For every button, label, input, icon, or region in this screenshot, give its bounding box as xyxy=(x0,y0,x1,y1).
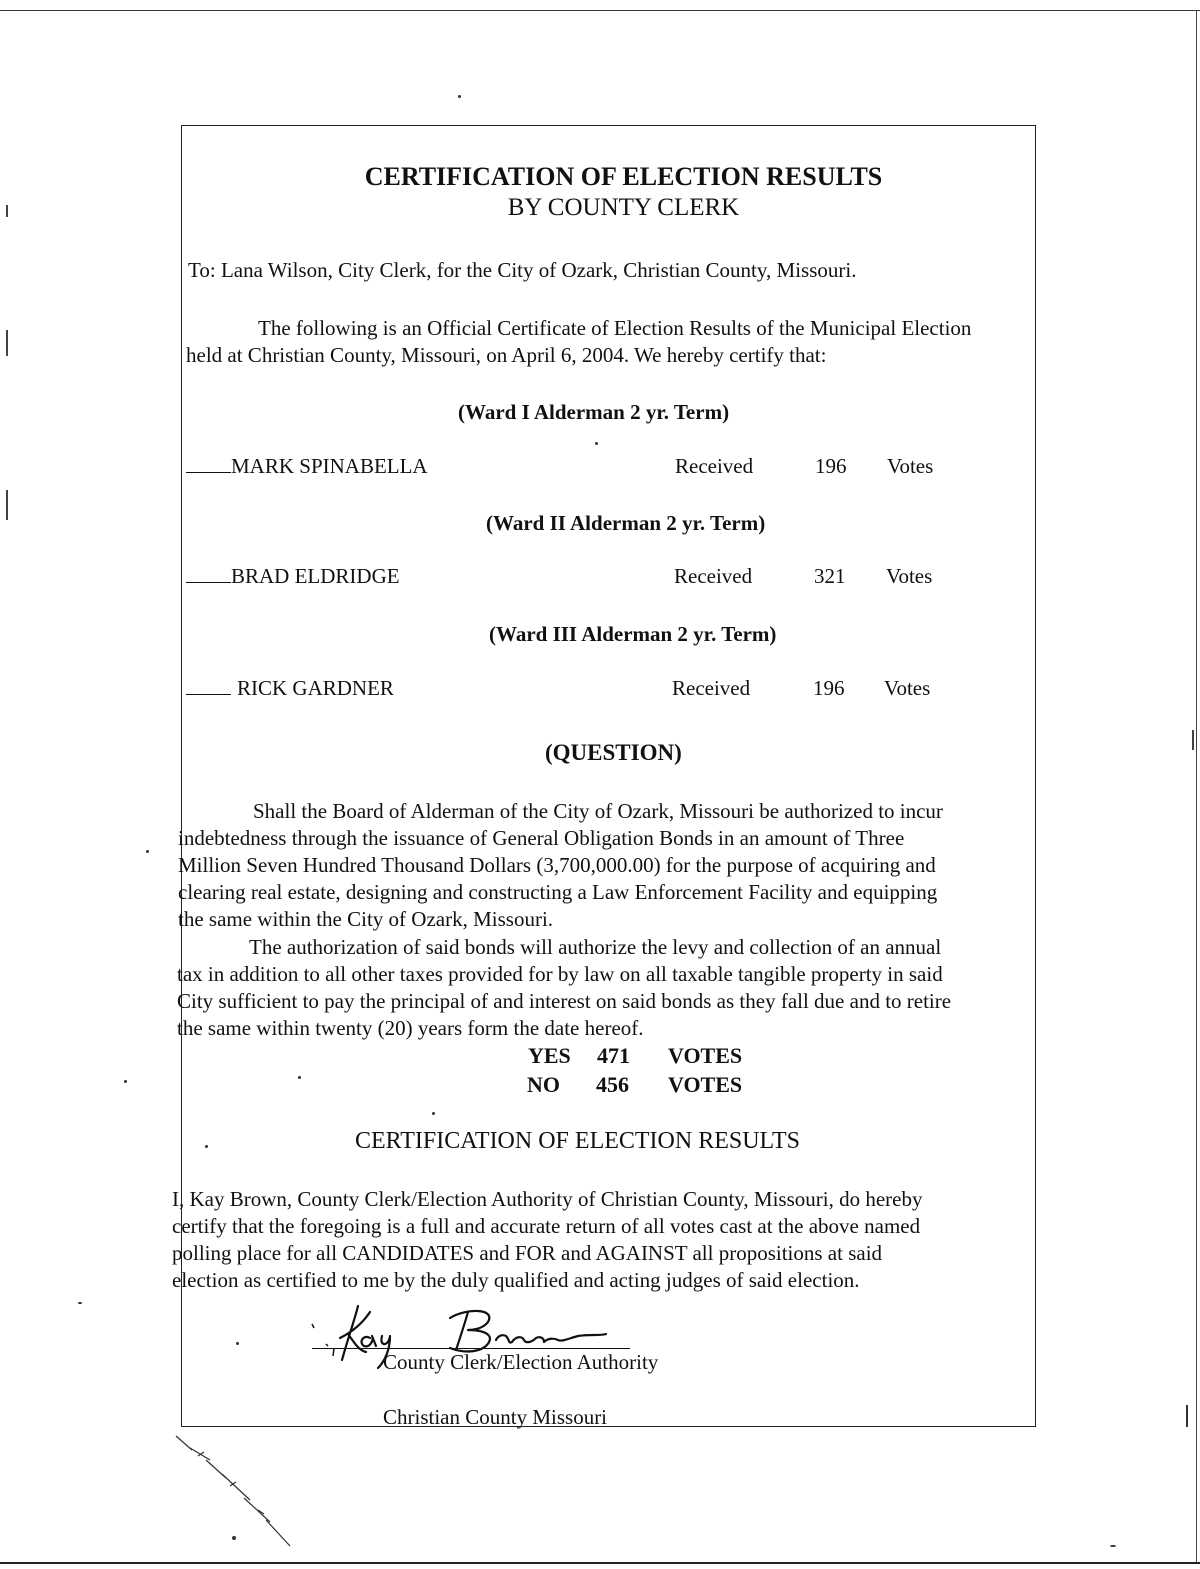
scan-speck xyxy=(146,850,149,853)
question-title: (QUESTION) xyxy=(545,740,682,765)
checkbox-blank xyxy=(186,676,231,695)
question-line: City sufficient to pay the principal of and interest on said bonds as they fall due and to retire xyxy=(177,989,952,1013)
candidate-row-ward-3 xyxy=(186,676,394,701)
yes-label: YES xyxy=(528,1043,571,1068)
scan-speck xyxy=(236,1342,239,1345)
no-label: NO xyxy=(527,1072,560,1097)
scan-speck xyxy=(432,1112,435,1115)
document-title: CERTIFICATION OF ELECTION RESULTS xyxy=(364,162,883,191)
candidate-row-ward-1 xyxy=(186,454,428,479)
received-label: Received xyxy=(675,454,754,478)
yes-votes-label: VOTES xyxy=(668,1043,743,1068)
vote-count: 321 xyxy=(814,564,846,588)
vote-count: 196 xyxy=(813,676,845,700)
question-line: the same within the City of Ozark, Missouri. xyxy=(178,907,554,931)
candidate-name: BRAD ELDRIDGE xyxy=(231,564,400,588)
scan-mark xyxy=(6,330,8,356)
question-line: tax in addition to all other taxes provided for by law on all taxable tangible property in said xyxy=(177,962,943,986)
scan-speck xyxy=(124,1080,127,1083)
vote-count: 196 xyxy=(815,454,847,478)
question-line: The authorization of said bonds will authorize the levy and collection of an annual xyxy=(249,935,942,959)
contest-title-ward-1: (Ward I Alderman 2 yr. Term) xyxy=(458,400,730,424)
question-line: Million Seven Hundred Thousand Dollars (3,700,000.00) for the purpose of acquiring and xyxy=(178,853,936,877)
checkbox-blank xyxy=(186,564,231,583)
intro-line-2: held at Christian County, Missouri, on April 6, 2004. We hereby certify that: xyxy=(186,343,827,367)
candidate-name: RICK GARDNER xyxy=(237,676,394,700)
no-votes-label: VOTES xyxy=(668,1072,743,1097)
salutation: To: Lana Wilson, City Clerk, for the City of Ozark, Christian County, Missouri. xyxy=(188,258,857,282)
document-subtitle: BY COUNTY CLERK xyxy=(507,194,740,221)
signature-caption: County Clerk/Election Authority xyxy=(383,1350,659,1374)
question-line: Shall the Board of Alderman of the City of Ozark, Missouri be authorized to incur xyxy=(253,799,943,823)
certification-line: election as certified to me by the duly qualified and acting judges of said election. xyxy=(172,1268,860,1292)
scan-speck xyxy=(78,1302,82,1304)
received-label: Received xyxy=(674,564,753,588)
votes-label: Votes xyxy=(886,564,933,588)
contest-title-ward-2: (Ward II Alderman 2 yr. Term) xyxy=(486,511,766,535)
scan-mark xyxy=(6,205,8,217)
intro-line-1: The following is an Official Certificate of Election Results of the Municipal Election xyxy=(258,316,972,340)
scan-edge-top xyxy=(0,10,1200,11)
contest-title-ward-3: (Ward III Alderman 2 yr. Term) xyxy=(489,622,777,646)
signature-line xyxy=(312,1348,630,1349)
candidate-name: MARK SPINABELLA xyxy=(231,454,428,478)
scan-speck xyxy=(595,442,598,445)
scan-speck xyxy=(205,1145,208,1148)
certification-line: polling place for all CANDIDATES and FOR and AGAINST all propositions at said xyxy=(172,1241,883,1265)
yes-count: 471 xyxy=(597,1043,630,1068)
scan-edge-right xyxy=(1196,10,1197,1562)
scan-mark xyxy=(1186,1405,1188,1427)
certification-line: certify that the foregoing is a full and accurate return of all votes cast at the above named xyxy=(172,1214,921,1238)
votes-label: Votes xyxy=(887,454,934,478)
received-label: Received xyxy=(672,676,751,700)
no-count: 456 xyxy=(596,1072,629,1097)
certification-title: CERTIFICATION OF ELECTION RESULTS xyxy=(355,1128,801,1154)
checkbox-blank xyxy=(186,454,231,473)
scan-speck xyxy=(458,95,461,98)
question-line: the same within twenty (20) years form the date hereof. xyxy=(177,1016,644,1040)
certification-line: I, Kay Brown, County Clerk/Election Authority of Christian County, Missouri, do hereby xyxy=(172,1187,923,1211)
scan-speck xyxy=(1110,1545,1116,1547)
scan-mark xyxy=(6,490,8,520)
scan-smudge xyxy=(170,1430,310,1565)
candidate-row-ward-2 xyxy=(186,564,400,589)
question-line: clearing real estate, designing and constructing a Law Enforcement Facility and equipping xyxy=(178,880,938,904)
question-line: indebtedness through the issuance of General Obligation Bonds in an amount of Three xyxy=(178,826,905,850)
scan-mark xyxy=(1192,730,1194,750)
votes-label: Votes xyxy=(884,676,931,700)
scan-speck xyxy=(298,1076,301,1079)
county-line: Christian County Missouri xyxy=(383,1405,608,1429)
